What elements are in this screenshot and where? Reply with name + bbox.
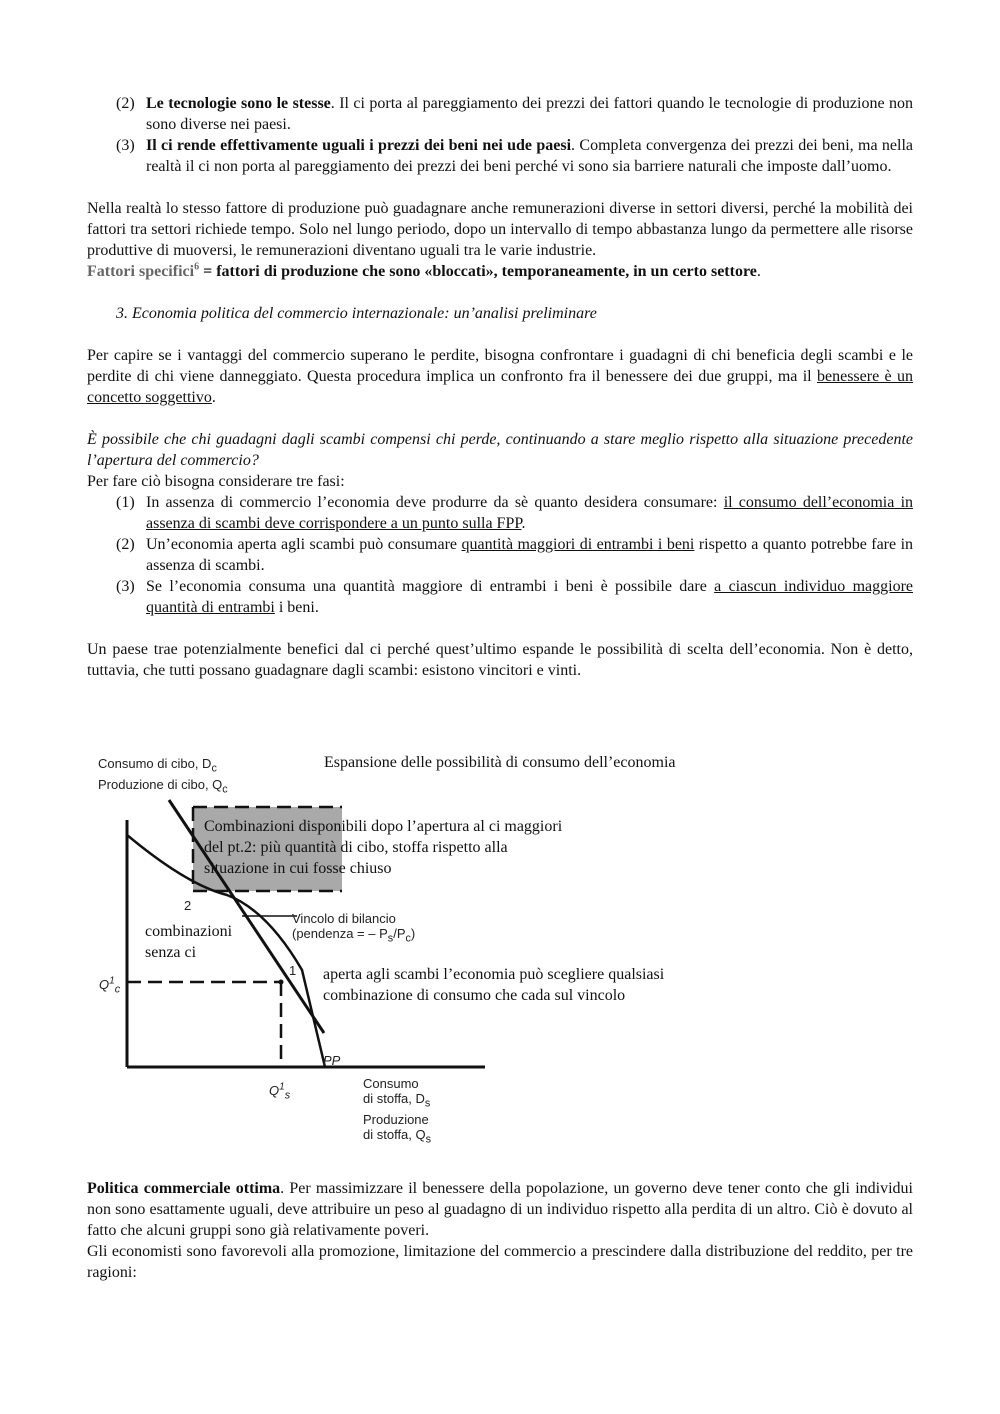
budget-label-end: ) (410, 926, 416, 941)
qs-symbol: Q (269, 1083, 280, 1098)
paragraph-factor-mobility: Nella realtà lo stesso fattore di produzione può guadagnare anche remunerazioni diverse in settori diversi, perché la mobilità dei fattori tra settori richiede tempo. Solo nel lungo periodo, dopo un intervallo di tempo abbastanza lungo da permettere alle risorse produttive di muoversi, le remunerazioni diventano uguali tra le varie industrie. (87, 200, 913, 259)
underlined-text: quantità maggiori di entrambi i beni (461, 536, 695, 553)
definition-equals: = (199, 263, 217, 280)
paragraph-benefits: Un paese trae potenzialmente benefici dal ci perché quest’ultimo espande le possibilità di scelta dell’economia. Non è detto, tuttavia, che tutti possano guadagnare dagli scambi: esistono vincitori e vinti. (87, 641, 913, 679)
figure-title: Espansione delle possibilità di consumo dell’economia (324, 754, 676, 771)
list-item-text: Un’economia aperta agli scambi può consumare (146, 536, 462, 553)
qs-label (269, 1083, 290, 1104)
x-axis-label (363, 1076, 431, 1147)
list-number: (2) (116, 95, 135, 112)
budget-label-sub-c: c (405, 932, 411, 945)
list-item-bold: Le tecnologie sono le stesse (146, 95, 331, 112)
document-page-bottom (87, 1178, 913, 1283)
x-axis-label-line1: Consumo (363, 1076, 419, 1091)
paragraph-welfare (87, 345, 913, 408)
underlined-text: a ciascun individuo maggiore quantità di entrambi (146, 578, 913, 616)
budget-label-sub-s: s (387, 932, 394, 945)
x-axis-label-line2: di stoffa, D (363, 1091, 425, 1106)
paragraph-optimal-policy (87, 1178, 913, 1241)
y-axis-label-sub1: c (211, 762, 217, 775)
section-heading: 3. Economia politica del commercio internazionale: un’analisi preliminare (116, 305, 597, 322)
list-item-text: In assenza di commercio l’economia deve produrre da sè quanto desidera consumare: (146, 494, 724, 511)
numbered-list-phases (87, 492, 913, 618)
list-item-end: i beni. (274, 599, 319, 616)
definition-text: fattori di produzione che sono «bloccati», temporaneamente, in un certo settore (216, 263, 757, 280)
qs-sup: 1 (279, 1081, 285, 1093)
x-axis-label-line3: Produzione (363, 1111, 429, 1127)
list-item-bold: Il ci rende effettivamente uguali i prezzi dei beni nei ude paesi (146, 137, 572, 154)
y-axis-label-line2: Produzione di cibo, Q (98, 776, 223, 792)
definition-end: . (756, 263, 761, 280)
definition-term: Fattori specifici (87, 263, 195, 280)
qc-label (99, 977, 120, 998)
footnote-ref: 6 (194, 261, 200, 273)
point-1-marker (279, 980, 284, 985)
budget-label-line1: Vincolo di bilancio (292, 911, 396, 926)
paragraph-end: . (211, 389, 216, 406)
list-number: (3) (116, 578, 135, 595)
budget-constraint-label (292, 911, 415, 947)
list-number: (3) (116, 137, 135, 154)
qs-sub: s (284, 1089, 291, 1102)
budget-label-line2: (pendenza = – P (292, 926, 388, 941)
point-1-label: 1 (289, 963, 297, 978)
list-item-end: . (521, 515, 526, 532)
budget-label-mid: /P (393, 926, 406, 941)
qc-symbol: Q (99, 977, 110, 992)
phases-intro: Per fare ciò bisogna considerare tre fasi: (87, 473, 345, 490)
question-text: È possibile che chi guadagni dagli scambi compensi chi perde, continuando a stare meglio rispetto alla situazione precedente l’apertura del commercio? (87, 431, 913, 469)
list-item-text: Se l’economia consuma una quantità maggiore di entrambi i beni è possibile dare (146, 578, 715, 595)
document-page (87, 93, 913, 681)
list-number: (2) (116, 536, 135, 553)
underlined-text: benessere è un concetto soggettivo (87, 368, 914, 406)
x-axis-label-line4: di stoffa, Q (363, 1126, 426, 1142)
list-item (87, 576, 913, 618)
point-2-label: 2 (184, 898, 192, 913)
paragraph-text: . Per massimizzare il benessere della popolazione, un governo deve tener conto che gli individui non sono esattamente uguali, deve attribuire un peso al guadagno di un individuo rispetto alla perdita di un altro. Ciò è dovuto al fatto che alcuni gruppi sono già relativamente poveri. (87, 1180, 914, 1239)
annotation-available-combinations: Combinazioni disponibili dopo l’apertura al ci maggiori del pt.2: più quantità di cibo, stoffa rispetto alla situazione in cui fosse chiuso (204, 818, 563, 877)
y-axis-label (98, 756, 228, 797)
list-item (87, 93, 913, 135)
list-item (87, 492, 913, 534)
list-item-text: . Il ci porta al pareggiamento dei prezzi dei fattori quando le tecnologie di produzione non sono diverse nei paesi. (146, 95, 914, 133)
y-axis-label-sub2: c (222, 783, 228, 796)
list-item-end: rispetto a quanto potrebbe fare in assenza di scambi. (146, 536, 914, 574)
x-axis-label-sub2: s (425, 1133, 432, 1146)
qc-sup: 1 (109, 975, 115, 987)
underlined-text: il consumo dell’economia in assenza di scambi deve corrispondere a un punto sulla FPP (146, 494, 914, 532)
paragraph-economists: Gli economisti sono favorevoli alla promozione, limitazione del commercio a prescindere dalla distribuzione del reddito, per tre ragioni: (87, 1243, 913, 1281)
list-item (87, 135, 913, 177)
y-axis-label-line1: Consumo di cibo, D (98, 756, 212, 771)
list-number: (1) (116, 494, 135, 511)
annotation-closed-combinations: combinazioni senza ci (145, 923, 233, 961)
list-item-text: . Completa convergenza dei prezzi dei beni, ma nella realtà il ci non porta al pareggiamento dei prezzi dei beni perché vi sono sia barriere naturali che imposte dall’uomo. (146, 137, 913, 175)
definition-specific-factors (87, 261, 913, 282)
annotation-open-economy: aperta agli scambi l’economia può scegliere qualsiasi combinazione di consumo che cada sul vincolo (323, 966, 665, 1004)
numbered-list-conditions (87, 93, 913, 177)
paragraph-text: Per capire se i vantaggi del commercio superano le perdite, bisogna confrontare i guadagni di chi beneficia degli scambi e le perdite di chi viene danneggiato. Questa procedura implica un confronto fra il benessere dei due gruppi, ma il (87, 347, 913, 385)
consumption-possibilities-figure (87, 745, 913, 1155)
x-axis-label-sub1: s (424, 1097, 431, 1110)
paragraph-bold-lead: Politica commerciale ottima (87, 1180, 281, 1197)
pp-label: PP (323, 1053, 341, 1068)
qc-sub: c (114, 983, 121, 996)
list-item (87, 534, 913, 576)
